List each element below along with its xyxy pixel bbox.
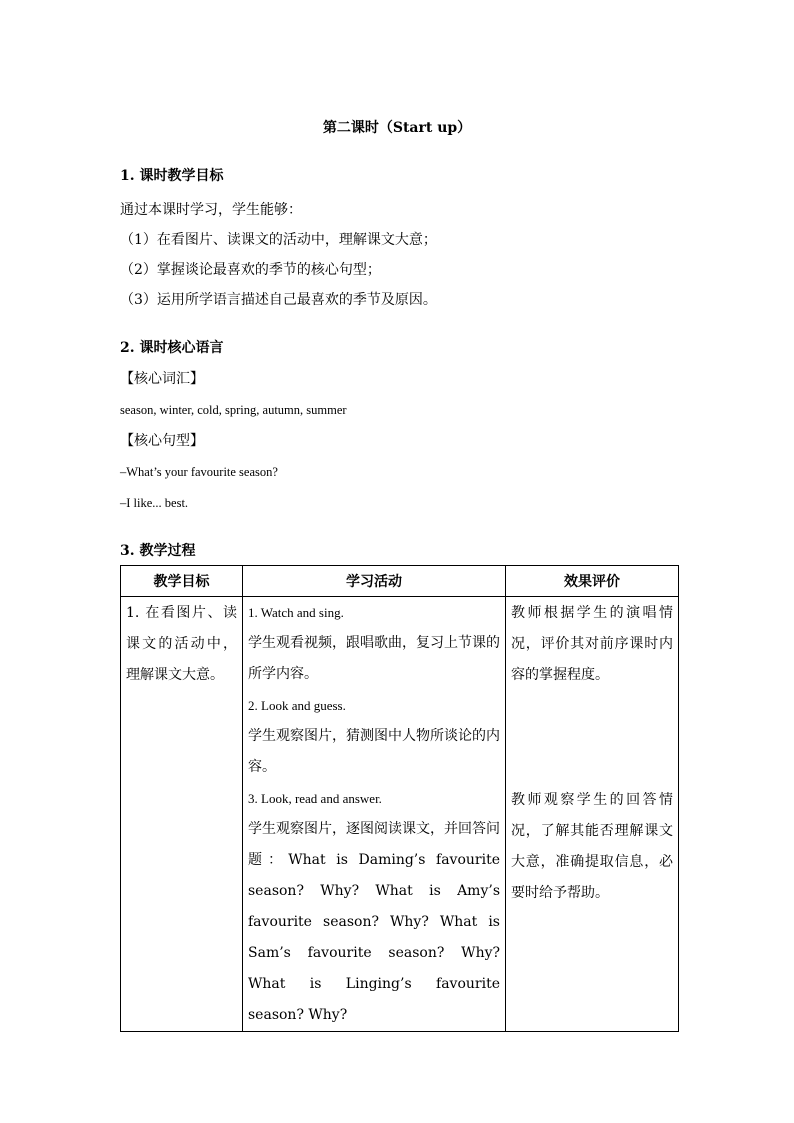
section-process (120, 541, 680, 561)
pattern-label: 【核心句型】 (120, 433, 204, 449)
evaluation-text: 教师根据学生的演唱情况，评价其对前序课时内容的掌握程度。 (511, 605, 673, 683)
section-objectives (120, 166, 680, 315)
evaluation-text: 教师观察学生的回答情况，了解其能否理解课文大意，准确提取信息，必要时给予帮助。 (511, 792, 673, 901)
objective-item: （3）运用所学语言描述自己最喜欢的季节及原因。 (120, 292, 437, 308)
goal-cell (121, 597, 243, 1032)
pattern-question: –What’s your favourite season? (120, 465, 278, 479)
page-title: 第二课时（Start up） (322, 120, 472, 136)
activity-desc: 学生观察图片，逐图阅读课文，并回答问题：What is Daming’s favourite season? Why? What is Amy’s favourite season? Why? What is Sam’s favourite season? Why? What is Linging’s favourite season? Why? (248, 821, 500, 1023)
table-header-row (121, 566, 679, 597)
activity-cell (243, 597, 506, 1032)
objective-item: （1）在看图片、读课文的活动中，理解课文大意； (120, 232, 437, 248)
evaluation-spacer (511, 691, 673, 784)
evaluation-cell (506, 597, 679, 1032)
activity-item (248, 783, 500, 1031)
activity-item (248, 597, 500, 690)
header-goal: 教学目标 (121, 566, 243, 597)
activity-item (248, 690, 500, 783)
lesson-table (120, 565, 679, 1032)
objective-item: （2）掌握谈论最喜欢的季节的核心句型； (120, 262, 381, 278)
activity-title: 1. Watch and sing. (248, 605, 344, 620)
objectives-heading: 1. 课时教学目标 (120, 168, 224, 184)
objectives-intro: 通过本课时学习，学生能够： (120, 202, 302, 218)
vocab-list: season, winter, cold, spring, autumn, summer (120, 403, 347, 417)
activity-desc: 学生观看视频，跟唱歌曲，复习上节课的所学内容。 (248, 635, 500, 682)
activity-title: 3. Look, read and answer. (248, 791, 382, 806)
core-language-heading: 2. 课时核心语言 (120, 340, 224, 356)
process-heading: 3. 教学过程 (120, 543, 196, 559)
section-core-language (120, 338, 680, 519)
activity-title: 2. Look and guess. (248, 698, 346, 713)
vocab-label: 【核心词汇】 (120, 371, 204, 387)
goal-text: 1. 在看图片、读课文的活动中，理解课文大意。 (126, 605, 237, 683)
table-row (121, 597, 679, 1032)
activity-desc: 学生观察图片，猜测图中人物所谈论的内容。 (248, 728, 500, 775)
header-evaluation: 效果评价 (506, 566, 679, 597)
header-activity: 学习活动 (243, 566, 506, 597)
pattern-answer: –I like... best. (120, 496, 189, 510)
